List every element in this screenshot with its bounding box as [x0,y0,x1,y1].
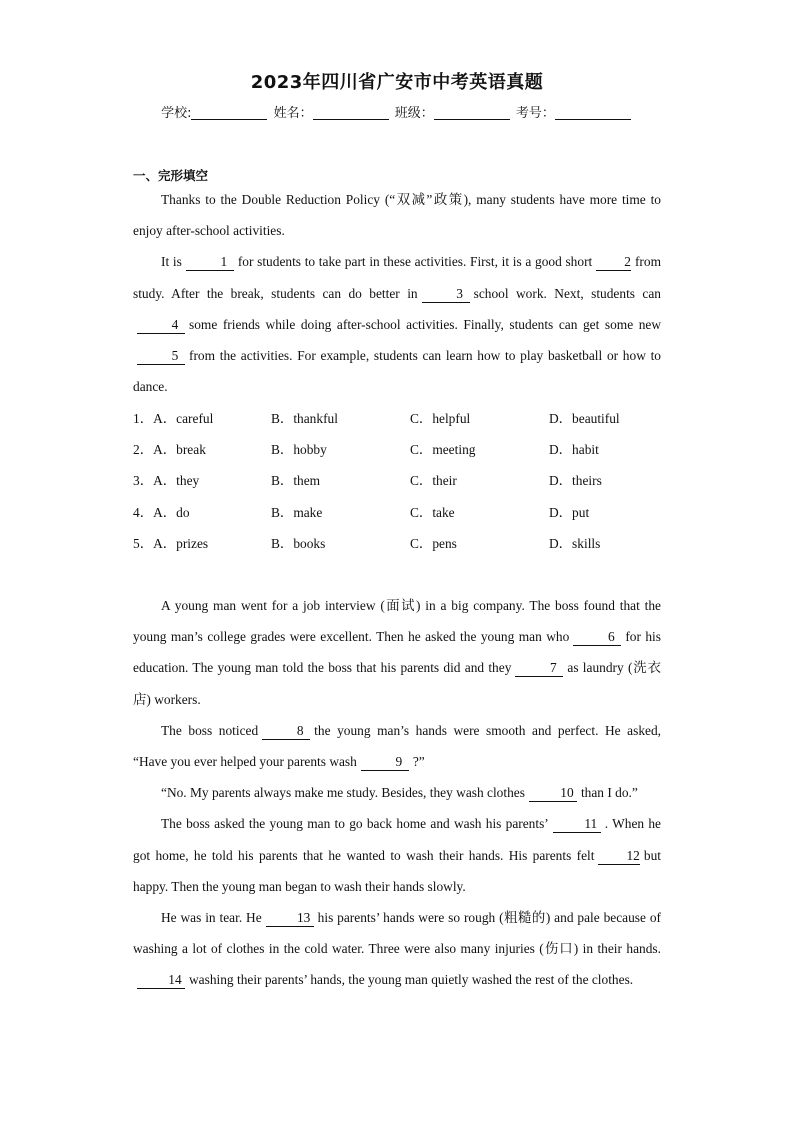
question-row [133,465,693,496]
text-run: . When he got home, he told his parents that he wanted to wash their hands. His parents felt [133,816,661,863]
option-a-text: A．prizes [153,535,209,551]
blank-11: 11 [553,816,601,833]
text-run: from the activities. For example, students can learn how to play basketball or how to dance. [133,348,661,395]
question-option-a[interactable] [133,434,271,465]
question-number: 5． [133,535,154,551]
text-run: for his education. The young man told the boss that his parents did and they [133,629,661,676]
question-option-a[interactable] [133,497,271,528]
option-a-text: A．careful [153,411,214,426]
school-label: 学校: [161,106,192,121]
blank-7: 7 [515,660,563,677]
blank-10: 10 [529,785,577,802]
question-option-a[interactable] [133,403,271,434]
text-run: from study. After the break, students can do better in [133,254,661,301]
passage-2-paragraph-2 [133,715,661,777]
class-blank[interactable] [434,105,510,120]
question-option-b[interactable]: B．them [271,473,321,489]
text-run: The boss noticed [161,722,259,738]
text-run: The boss asked the young man to go back home and wash his parents’ [161,816,549,832]
blank-4: 4 [137,317,185,334]
options-list [133,403,693,559]
text-run: school work. Next, students can [473,285,662,301]
passage-1 [133,184,661,402]
question-row [133,403,693,434]
blank-13: 13 [266,910,314,927]
blank-1: 1 [186,254,234,271]
passage-2-paragraph-5 [133,902,661,996]
text-run: some friends while doing after-school activities. Finally, students can get some new [189,316,661,332]
text-run: the young man’s hands were smooth and perfect. He asked, “Have you ever helped your parents wash [133,722,661,770]
text-run: A young man went for a job interview (面试) in a big company. The boss found that the young man’s college grades were excellent. Then he asked the young man who [133,598,661,645]
question-number: 4． [133,504,154,520]
text-run: for students to take part in these activities. First, it is a good short [237,254,593,270]
number-blank[interactable] [555,105,631,120]
blank-12: 12 [598,848,639,865]
question-option-d[interactable]: D．put [549,504,590,520]
question-option-c[interactable]: C．take [410,504,455,520]
blank-2: 2 [596,254,631,271]
class-label: 班级： [394,106,434,121]
question-option-b[interactable]: B．hobby [271,442,327,458]
question-option-a[interactable] [133,528,271,559]
question-row [133,497,693,528]
passage-1-paragraph-2 [133,246,661,402]
question-option-c[interactable]: C．their [410,473,457,489]
text-run: ?” [412,754,425,770]
blank-5: 5 [137,348,185,365]
question-option-b[interactable]: B．make [271,504,323,520]
passage-1-paragraph-1: Thanks to the Double Reduction Policy (“双减”政策), many students have more time to enjoy after-school activities. [133,192,661,239]
blank-14: 14 [137,972,185,989]
section-heading: 一、完形填空 [133,168,209,183]
text-run: It is [161,254,182,270]
passage-2-paragraph-4 [133,808,661,902]
school-blank[interactable] [191,105,267,120]
option-a-text: A．break [153,442,206,458]
question-option-d[interactable]: D．habit [549,442,599,458]
question-row [133,434,693,465]
passage-2-paragraph-3 [133,777,661,808]
blank-8: 8 [262,723,310,740]
number-label: 考号： [515,106,555,121]
student-info-line [0,102,794,121]
question-option-c[interactable]: C．helpful [410,411,471,426]
blank-9: 9 [361,754,409,771]
question-number: 3． [133,473,154,489]
question-option-d[interactable]: D．skills [549,535,601,551]
name-blank[interactable] [313,105,389,120]
question-number: 2． [133,442,154,458]
question-option-d[interactable]: D．theirs [549,473,602,489]
question-option-d[interactable]: D．beautiful [549,411,620,426]
text-run: than I do.” [580,785,638,801]
text-run: He was in tear. He [161,910,262,926]
passage-2 [133,590,661,996]
question-number: 1． [133,411,154,426]
passage-2-paragraph-1 [133,590,661,715]
question-option-a[interactable] [133,465,271,496]
blank-6: 6 [573,629,621,646]
question-option-c[interactable]: C．pens [410,535,457,551]
text-run: washing their parents’ hands, the young man quietly washed the rest of the clothes. [189,972,634,988]
option-a-text: A．do [153,504,190,520]
text-run: “No. My parents always make me study. Besides, they wash clothes [161,785,525,801]
text-run: as laundry (洗衣店) workers. [133,660,661,707]
page-title: 2023年四川省广安市中考英语真题 [250,72,544,93]
option-a-text: A．they [153,473,200,489]
name-label: 姓名： [273,106,313,121]
question-option-b[interactable]: B．books [271,535,326,551]
text-run: but happy. Then the young man began to wash their hands slowly. [133,847,661,894]
text-run: his parents’ hands were so rough (粗糙的) and pale because of washing a lot of clothes in the cold water. Three were also many injuries (伤口) in their hands. [133,910,661,957]
blank-3: 3 [422,286,470,303]
question-option-b[interactable]: B．thankful [271,411,338,426]
question-row [133,528,693,559]
question-option-c[interactable]: C．meeting [410,442,476,458]
